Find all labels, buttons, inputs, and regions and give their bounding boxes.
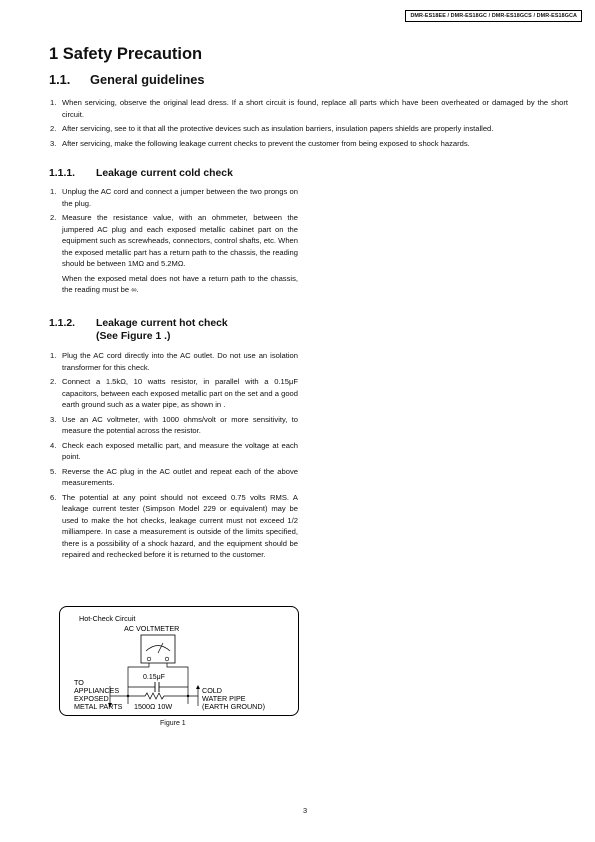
item-number: 1.: [50, 187, 57, 196]
meter-lead-right: [167, 663, 188, 704]
meter-terminal-icon: [147, 657, 151, 661]
item-text: Check each exposed metallic part, and measure the voltage at each point.: [62, 440, 298, 461]
item-text: Measure the resistance value, with an ohmmeter, between the jumpered AC plug and each exposed metallic cabinet part on the equipment such as screwheads, connectors, control shafts, etc. When the exposed metallic part has a return path to the chassis, the reading should be between 1MΩ and 5.2MΩ.: [62, 213, 298, 268]
item-number: 2.: [50, 213, 57, 222]
page-number: 3: [303, 806, 308, 815]
left-label: TO: [74, 678, 84, 687]
subsection-subtitle: (See Figure 1 .): [96, 331, 171, 342]
left-label: EXPOSED: [74, 694, 109, 703]
chapter-title: 1 Safety Precaution: [49, 45, 203, 63]
section-heading: [49, 72, 205, 87]
figure-title: Hot-Check Circuit: [79, 614, 136, 623]
meter-scale-icon: [146, 646, 170, 652]
item-text: The potential at any point should not exceed 0.75 volts RMS. A leakage current tester (Simpson Model 229 or equivalent) may be used to make the hot checks, leakage current must not exceed 1/2 milliampere. In case a measurement is outside of the limits specified, there is a possibility of a shock hazard, and the equipment should be repaired and rechecked before it is returned to the customer.: [62, 492, 298, 559]
item-text: Unplug the AC cord and connect a jumper between the two prongs on the plug.: [62, 187, 298, 208]
list-item: [50, 123, 568, 135]
list-item: [50, 414, 298, 437]
item-number: 2.: [50, 377, 57, 386]
list-item: [50, 186, 298, 209]
capacitor-label: 0.15μF: [143, 674, 165, 681]
list-item: [50, 466, 298, 489]
left-label: APPLIANCES: [74, 686, 120, 695]
list-item: [50, 376, 298, 411]
list-item: [50, 138, 568, 150]
resistor-symbol: [110, 693, 198, 699]
resistor-label: 1500Ω 10W: [134, 702, 173, 711]
right-label: (EARTH GROUND): [202, 702, 265, 711]
meter-lead-left: [128, 663, 149, 704]
arrow-up-icon: [196, 685, 200, 689]
hot-check-circuit-figure: [59, 606, 299, 716]
item-text: Plug the AC cord directly into the AC outlet. Do not use an isolation transformer for this check.: [62, 351, 298, 372]
item-number: 3.: [50, 414, 57, 424]
item-number: 2.: [50, 124, 57, 133]
right-label: COLD: [202, 686, 222, 695]
hot-check-list: [50, 350, 298, 564]
list-item: [50, 212, 298, 296]
list-item: [50, 440, 298, 463]
cold-check-heading: [49, 167, 233, 180]
hot-check-heading: [49, 317, 228, 343]
meter-label: AC VOLTMETER: [124, 624, 180, 633]
figure-caption: Figure 1: [160, 720, 186, 727]
list-item: [50, 97, 568, 120]
model-number-box: DMR-ES18EE / DMR-ES18GC / DMR-ES18GCS / DMR-ES18GCA: [405, 10, 582, 22]
item-number: 4.: [50, 440, 57, 450]
voltmeter-body: [141, 635, 175, 663]
item-number: 6.: [50, 492, 57, 502]
subsection-title: Leakage current hot check: [96, 318, 228, 329]
item-text: After servicing, see to it that all the protective devices such as insulation barriers, insulation papers shields are properly installed.: [62, 124, 494, 133]
circuit-diagram: [60, 607, 298, 715]
list-item: [50, 350, 298, 373]
section-title: General guidelines: [90, 72, 205, 87]
item-text: When servicing, observe the original lead dress. If a short circuit is found, replace all parts which have been overheated or damaged by the short circuit.: [62, 98, 568, 119]
right-label: WATER PIPE: [202, 694, 246, 703]
item-text: Connect a 1.5kΩ, 10 watts resistor, in parallel with a 0.15μF capacitors, between each exposed metallic part on the set and a good earth ground such as a water pipe, as shown in .: [62, 377, 298, 409]
subsection-title: Leakage current cold check: [96, 168, 233, 179]
general-guidelines-list: [50, 97, 568, 152]
left-label: METAL PARTS: [74, 702, 123, 711]
item-text: Reverse the AC plug in the AC outlet and repeat each of the above measurements.: [62, 466, 298, 487]
meter-terminal-icon: [165, 657, 169, 661]
subsection-number: 1.1.1.: [49, 168, 75, 179]
item-number: 1.: [50, 98, 57, 107]
item-text: Use an AC voltmeter, with 1000 ohms/volt or more sensitivity, to measure the potential across the resistor.: [62, 414, 298, 435]
section-number: 1.1.: [49, 72, 71, 87]
list-item: [50, 492, 298, 561]
item-note: When the exposed metal does not have a return path to the chassis, the reading must be ∞.: [62, 273, 298, 294]
meter-needle-icon: [158, 643, 163, 653]
item-text: After servicing, make the following leakage current checks to prevent the customer from being exposed to shock hazards.: [62, 138, 470, 148]
item-number: 1.: [50, 351, 57, 360]
junction-dot: [187, 695, 189, 697]
subsection-number: 1.1.2.: [49, 318, 75, 329]
junction-dot: [127, 695, 129, 697]
item-number: 3.: [50, 138, 57, 148]
item-number: 5.: [50, 466, 57, 476]
cold-check-list: [50, 186, 298, 299]
